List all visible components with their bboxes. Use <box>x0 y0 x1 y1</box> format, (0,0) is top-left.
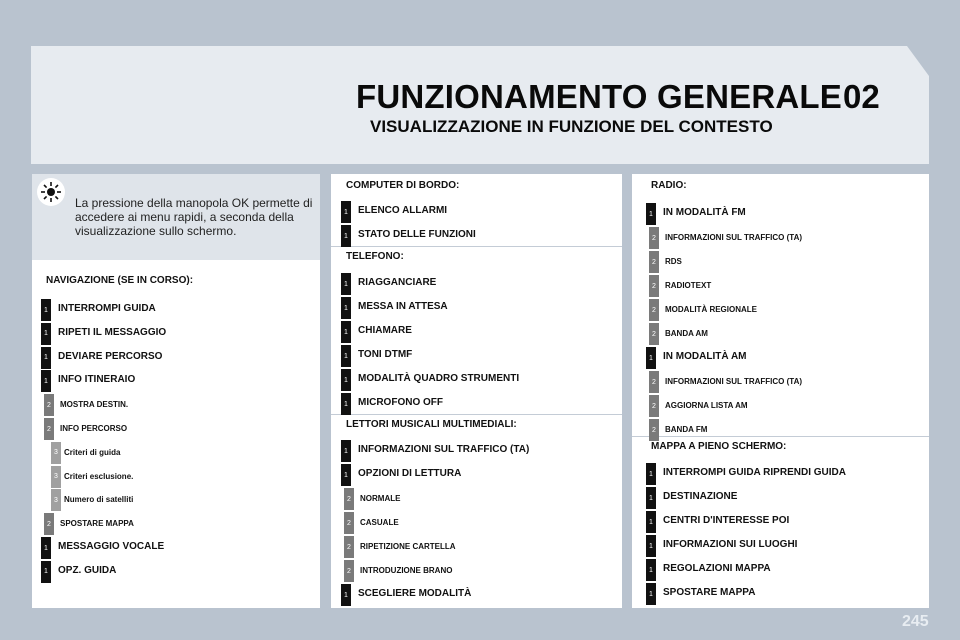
level-badge: 1 <box>341 273 351 295</box>
menu-item-label: CHIAMARE <box>358 325 412 336</box>
level-badge: 1 <box>341 345 351 367</box>
section-title-telefono: TELEFONO: <box>346 251 404 262</box>
level-badge: 2 <box>44 513 54 535</box>
level-badge: 2 <box>344 560 354 582</box>
divider <box>632 436 929 437</box>
level-badge: 2 <box>649 395 659 417</box>
level-badge: 1 <box>646 511 656 533</box>
menu-item-label: INTERROMPI GUIDA RIPRENDI GUIDA <box>663 467 846 478</box>
level-badge: 1 <box>646 559 656 581</box>
level-badge: 2 <box>344 536 354 558</box>
level-badge: 2 <box>344 488 354 510</box>
menu-item-label: INFORMAZIONI SUL TRAFFICO (TA) <box>665 377 803 386</box>
level-badge: 1 <box>41 370 51 392</box>
level-badge: 3 <box>51 489 61 511</box>
menu-item-label: INTERROMPI GUIDA <box>58 303 156 314</box>
menu-item-label: SPOSTARE MAPPA <box>60 519 134 529</box>
section-title-navigazione: NAVIGAZIONE (SE IN CORSO): <box>46 275 194 286</box>
level-badge: 1 <box>41 347 51 369</box>
level-badge: 1 <box>341 201 351 223</box>
level-badge: 2 <box>649 251 659 273</box>
menu-item-label: INFO PERCORSO <box>60 424 128 433</box>
level-badge: 1 <box>341 464 351 486</box>
level-badge: 2 <box>44 418 54 440</box>
menu-item-label: Numero di satelliti <box>64 495 134 505</box>
level-badge: 3 <box>51 442 61 464</box>
level-badge: 1 <box>646 463 656 485</box>
level-badge: 2 <box>44 394 54 416</box>
level-badge: 1 <box>341 584 351 606</box>
page-number: 245 <box>902 613 929 630</box>
menu-item-label: MOSTRA DESTIN. <box>60 400 129 410</box>
section-title-lettori: LETTORI MUSICALI MULTIMEDIALI: <box>346 419 517 430</box>
menu-item-label: OPZ. GUIDA <box>58 564 117 576</box>
menu-item-label: Criteri di guida <box>64 447 121 457</box>
level-badge: 2 <box>649 419 659 441</box>
level-badge: 1 <box>341 297 351 319</box>
menu-item-label: RIPETI IL MESSAGGIO <box>58 326 167 338</box>
chapter-number: 02 <box>843 78 880 115</box>
level-badge: 1 <box>646 203 656 225</box>
menu-item-label: IN MODALITÀ AM <box>663 351 747 362</box>
level-badge: 1 <box>41 561 51 583</box>
menu-item-label: IN MODALITÀ FM <box>663 207 746 218</box>
level-badge: 3 <box>51 466 61 488</box>
menu-item-label: INFO ITINERAIO <box>58 374 136 386</box>
menu-item-label: MICROFONO OFF <box>358 397 443 408</box>
menu-item-label: ELENCO ALLARMI <box>358 205 448 216</box>
menu-item-label: TONI DTMF <box>358 349 413 360</box>
menu-item-label: MODALITÀ REGIONALE <box>665 305 757 314</box>
menu-item-label: MESSA IN ATTESA <box>358 301 448 312</box>
menu-item-label: INTRODUZIONE BRANO <box>360 566 453 575</box>
menu-item-label: RADIOTEXT <box>665 281 712 290</box>
menu-item-label: MESSAGGIO VOCALE <box>58 541 165 552</box>
level-badge: 1 <box>646 535 656 557</box>
level-badge: 1 <box>646 583 656 605</box>
menu-item-label: RIPETIZIONE CARTELLA <box>360 542 456 551</box>
menu-item-label: SCEGLIERE MODALITÀ <box>358 588 472 599</box>
level-badge: 1 <box>341 440 351 462</box>
menu-item-label: AGGIORNA LISTA AM <box>665 401 748 410</box>
menu-item-label: DEVIARE PERCORSO <box>58 350 163 362</box>
level-badge: 1 <box>41 323 51 345</box>
level-badge: 2 <box>649 323 659 345</box>
menu-item-label: SPOSTARE MAPPA <box>663 587 756 598</box>
menu-item-label: DESTINAZIONE <box>663 491 738 502</box>
menu-item-label: MODALITÀ QUADRO STRUMENTI <box>358 373 520 384</box>
section-title-computer: COMPUTER DI BORDO: <box>346 180 460 191</box>
section-title-radio: RADIO: <box>651 180 687 191</box>
level-badge: 1 <box>341 369 351 391</box>
level-badge: 2 <box>649 227 659 249</box>
section-title-mappa: MAPPA A PIENO SCHERMO: <box>651 441 787 452</box>
menu-item-label: RIAGGANCIARE <box>358 277 437 288</box>
divider <box>331 414 622 415</box>
menu-item-label: BANDA AM <box>665 329 708 338</box>
menu-item-label: INFORMAZIONI SUL TRAFFICO (TA) <box>665 233 803 242</box>
menu-item-label: CENTRI D'INTERESSE POI <box>663 515 790 526</box>
level-badge: 1 <box>341 225 351 247</box>
menu-item-label: OPZIONI DI LETTURA <box>358 468 462 479</box>
level-badge: 1 <box>341 321 351 343</box>
level-badge: 1 <box>341 393 351 415</box>
menu-item-label: STATO DELLE FUNZIONI <box>358 229 476 240</box>
menu-item-label: BANDA FM <box>665 425 708 434</box>
level-badge: 2 <box>344 512 354 534</box>
menu-item-label: Criteri esclusione. <box>64 471 134 481</box>
level-badge: 1 <box>646 347 656 369</box>
menu-item-label: INFORMAZIONI SUI LUOGHI <box>663 539 798 550</box>
menu-item-label: INFORMAZIONI SUL TRAFFICO (TA) <box>358 444 530 455</box>
page-subtitle: VISUALIZZAZIONE IN FUNZIONE DEL CONTESTO <box>370 117 773 136</box>
divider <box>331 246 622 247</box>
level-badge: 2 <box>649 299 659 321</box>
page-title: FUNZIONAMENTO GENERALE <box>356 78 842 115</box>
menu-item-label: REGOLAZIONI MAPPA <box>663 563 771 574</box>
level-badge: 1 <box>41 537 51 559</box>
level-badge: 1 <box>41 299 51 321</box>
level-badge: 2 <box>649 275 659 297</box>
menu-item-label: NORMALE <box>360 494 401 503</box>
level-badge: 2 <box>649 371 659 393</box>
menu-item-label: CASUALE <box>360 518 399 527</box>
sun-icon <box>37 178 65 206</box>
level-badge: 1 <box>646 487 656 509</box>
info-note-text: La pressione della manopola OK permette di accedere ai menu rapidi, a seconda della visualizzazione sullo schermo. <box>75 196 313 238</box>
menu-item-label: RDS <box>665 257 682 266</box>
